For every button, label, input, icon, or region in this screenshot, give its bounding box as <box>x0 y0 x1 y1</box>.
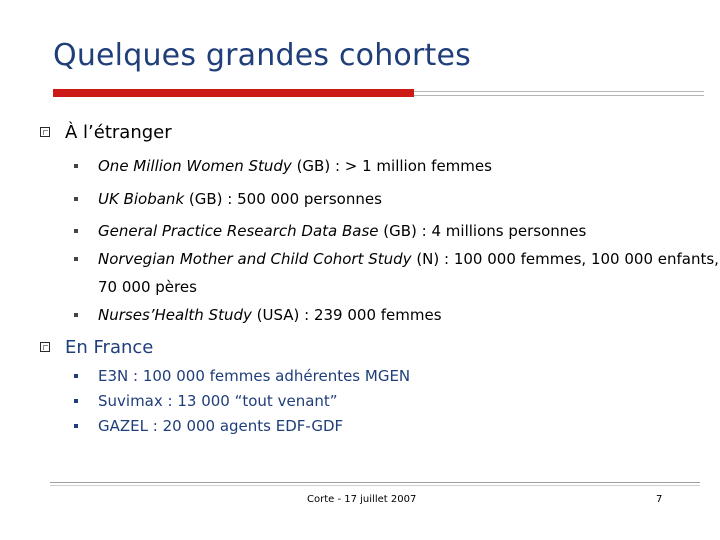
square-bullet-icon <box>74 424 78 428</box>
study-name: UK Biobank <box>98 190 185 208</box>
square-bullet-icon <box>74 229 78 233</box>
square-bullet-icon <box>74 313 78 317</box>
checkbox-bullet-icon <box>40 127 50 137</box>
footer-divider-line-2 <box>50 485 700 486</box>
cohort-text: Suvimax : 13 000 “tout venant” <box>98 392 338 410</box>
title-accent-bar <box>53 89 414 97</box>
square-bullet-icon <box>74 257 78 261</box>
section-heading-abroad <box>40 122 172 143</box>
study-detail: (USA) : 239 000 femmes <box>251 306 442 324</box>
study-detail: (GB) : > 1 million femmes <box>291 157 492 175</box>
square-bullet-icon <box>74 197 78 201</box>
section-heading-text: En France <box>65 337 154 358</box>
footer-date: Corte - 17 juillet 2007 <box>307 494 417 505</box>
title-divider-line-2 <box>414 95 704 96</box>
study-detail: (GB) : 500 000 personnes <box>184 190 382 208</box>
slide-title: Quelques grandes cohortes <box>53 38 471 73</box>
study-detail: (GB) : 4 millions personnes <box>378 222 587 240</box>
square-bullet-icon <box>74 374 78 378</box>
cohort-text: GAZEL : 20 000 agents EDF-GDF <box>98 417 344 435</box>
section-heading-france <box>40 337 153 358</box>
footer-divider-line <box>50 482 700 483</box>
section-heading-text: À l’étranger <box>65 122 172 143</box>
title-divider-line <box>414 91 704 92</box>
checkbox-bullet-icon <box>40 342 50 352</box>
square-bullet-icon <box>74 399 78 403</box>
cohort-text: E3N : 100 000 femmes adhérentes MGEN <box>98 367 411 385</box>
study-name: One Million Women Study <box>98 157 292 175</box>
study-name: Norvegian Mother and Child Cohort Study <box>98 250 412 268</box>
study-detail: (N) : 100 000 femmes, 100 000 enfants, <box>411 250 719 268</box>
study-name: Nurses’Health Study <box>98 306 252 324</box>
study-detail-continuation: 70 000 pères <box>98 278 197 296</box>
study-name: General Practice Research Data Base <box>98 222 379 240</box>
square-bullet-icon <box>74 164 78 168</box>
page-number: 7 <box>656 494 663 505</box>
